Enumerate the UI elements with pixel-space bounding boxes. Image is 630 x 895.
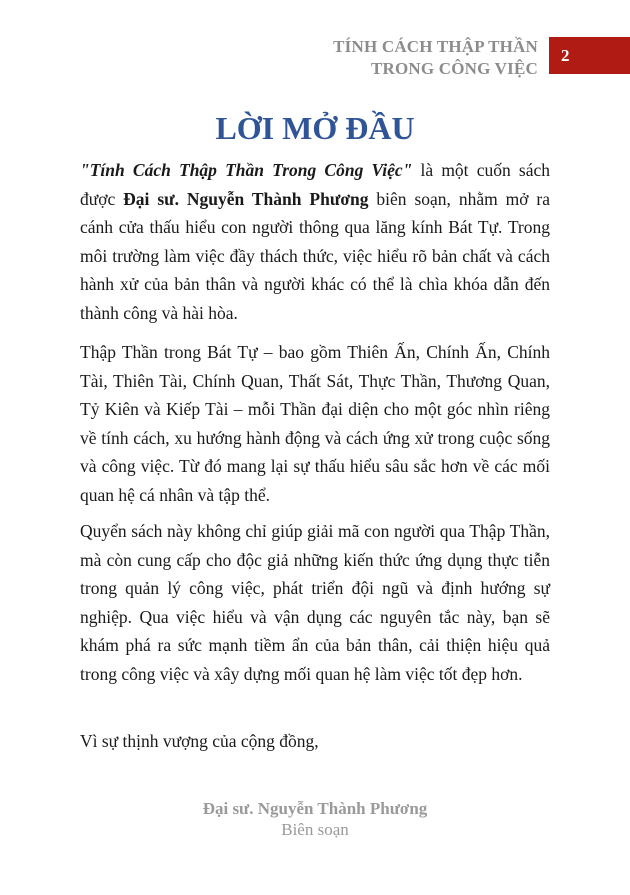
paragraph-ten-gods: Thập Thần trong Bát Tự – bao gồm Thiên Ấn, Chính Ấn, Chính Tài, Thiên Tài, Chính Quan, Thất Sát, Thực Thần, Thương Quan, Tỷ Kiên và Kiếp Tài – mỗi Thần đại diện cho một góc nhìn riêng về tính cách, xu hướng hành động và cách ứng xử trong cuộc sống và công việc. Từ đó mang lại sự thấu hiểu sâu sắc hơn về các mối quan hệ cá nhân và tập thể.	[80, 342, 550, 505]
paragraph-book-purpose: Quyển sách này không chỉ giúp giải mã con người qua Thập Thần, mà còn cung cấp cho độc giả những kiến thức ứng dụng thực tiễn trong quản lý công việc, phát triển đội ngũ và định hướng sự nghiệp. Qua việc hiểu và vận dụng các nguyên tắc này, bạn sẽ khám phá ra sức mạnh tiềm ẩn của bản thân, cải thiện hiệu quả trong công việc và xây dựng mối quan hệ làm việc tốt đẹp hơn.	[80, 521, 550, 684]
paragraph-intro-text-b: biên soạn, nhằm mở ra cánh cửa thấu hiểu con người thông qua lăng kính Bát Tự. Trong môi trường làm việc đầy thách thức, việc hiểu rõ bản chất và cách hành xử của bản thân và người khác có thể là chìa khóa dẫn đến thành công và hài hòa.	[80, 188, 550, 323]
signature-name: Đại sư. Nguyễn Thành Phương	[202, 799, 428, 818]
book-title: "Tính Cách Thập Thần Trong Công Việc"	[80, 160, 413, 180]
header-title-line-1: TÍNH CÁCH THẬP THẦN	[333, 37, 538, 56]
paragraph-intro	[80, 156, 550, 328]
page-number: 2	[561, 45, 570, 65]
paragraph-closing: Vì sự thịnh vượng của cộng đồng,	[80, 731, 319, 751]
author-name: Đại sư. Nguyễn Thành Phương	[123, 188, 369, 209]
running-header	[333, 36, 538, 80]
header-title-line-2: TRONG CÔNG VIỆC	[370, 59, 538, 78]
paragraph-intro-text-a: là một cuốn sách được	[80, 160, 551, 209]
page-number-badge	[549, 37, 630, 74]
page-title: LỜI MỞ ĐẦU	[215, 110, 415, 146]
signature-role: Biên soạn	[281, 820, 349, 839]
